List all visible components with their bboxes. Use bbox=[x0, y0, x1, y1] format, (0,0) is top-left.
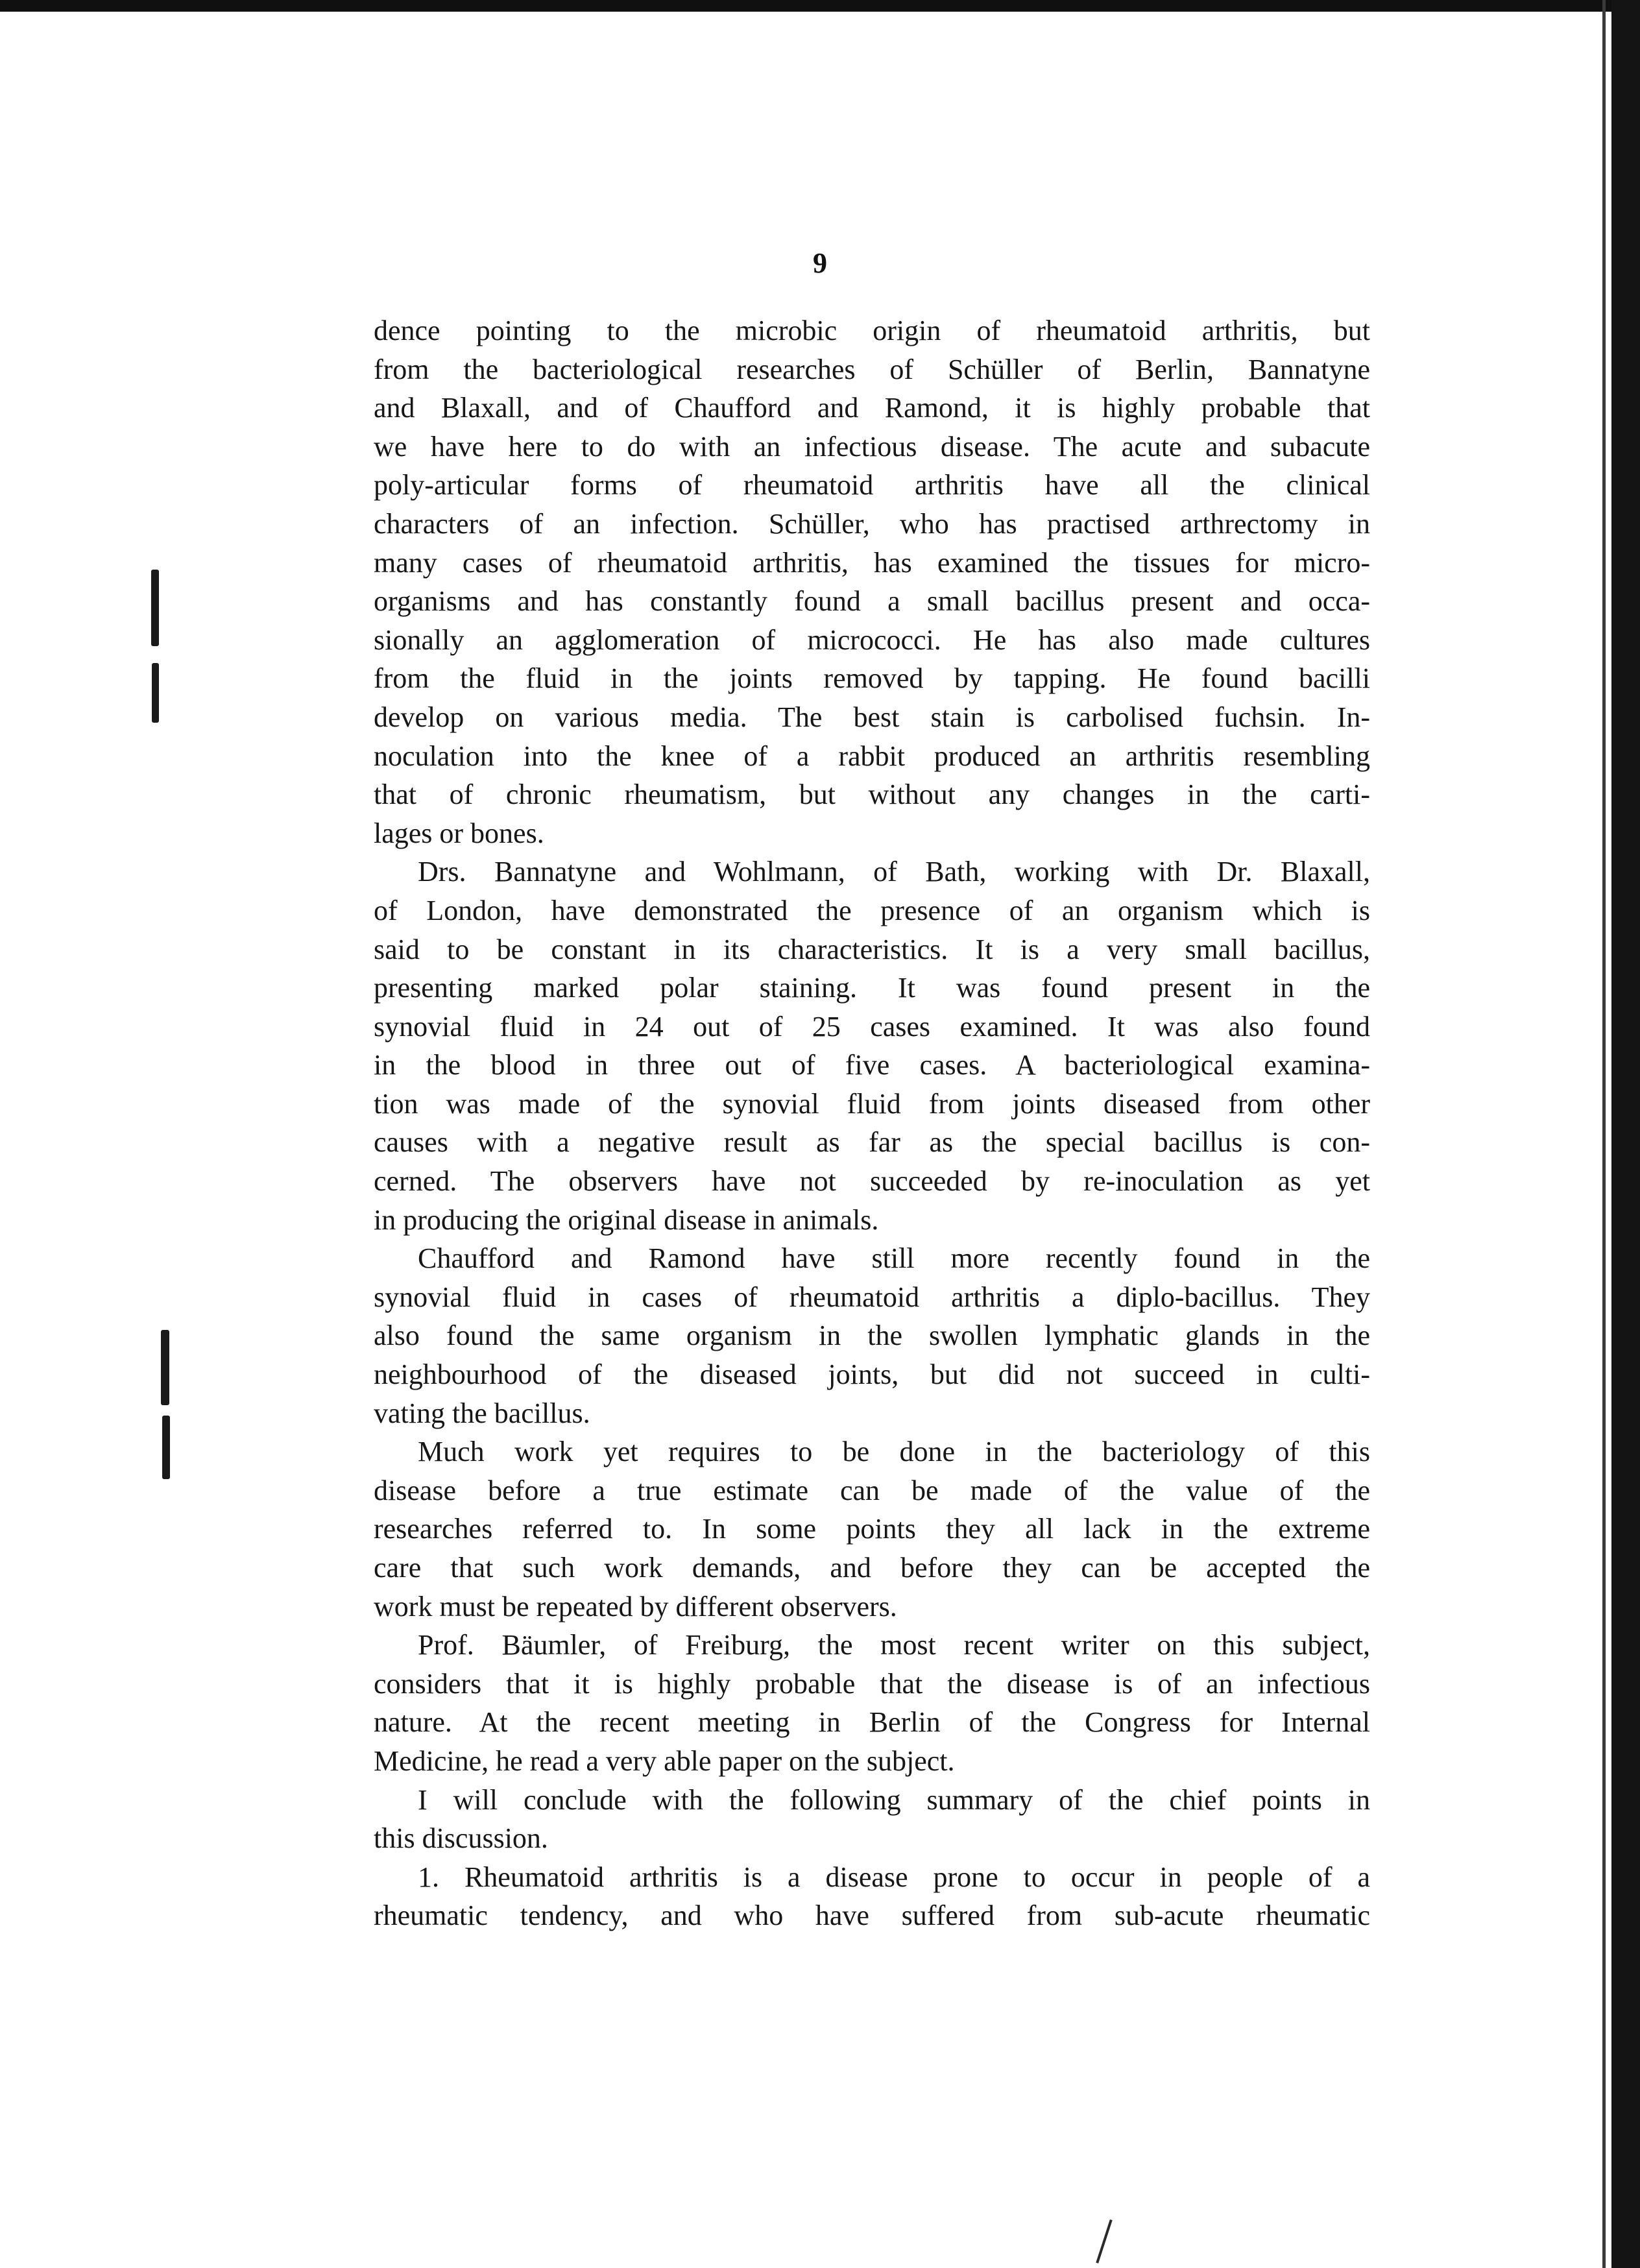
text-line: that of chronic rheumatism, but without any changes in the carti- bbox=[374, 778, 1370, 811]
text-line: organisms and has constantly found a small bacillus present and occa- bbox=[374, 585, 1370, 618]
text-line: in the blood in three out of five cases. A bacteriological examina- bbox=[374, 1049, 1370, 1081]
page-number: 9 bbox=[813, 247, 827, 279]
text-line: and Blaxall, and of Chaufford and Ramond, it is highly probable that bbox=[374, 392, 1370, 424]
text-line: Prof. Bäumler, of Freiburg, the most recent writer on this subject, bbox=[418, 1629, 1370, 1661]
text-line: from the fluid in the joints removed by tapping. He found bacilli bbox=[374, 662, 1370, 695]
text-line: Much work yet requires to be done in the bacteriology of this bbox=[418, 1436, 1370, 1468]
text-line: care that such work demands, and before they can be accepted the bbox=[374, 1552, 1370, 1584]
text-line: from the bacteriological researches of Schüller of Berlin, Bannatyne bbox=[374, 353, 1370, 385]
text-line: causes with a negative result as far as the special bacillus is con- bbox=[374, 1126, 1370, 1159]
scan-top-border bbox=[0, 0, 1640, 12]
text-line: presenting marked polar staining. It was found present in the bbox=[374, 972, 1370, 1004]
text-line: Chaufford and Ramond have still more recently found in the bbox=[418, 1242, 1370, 1275]
text-line: of London, have demonstrated the presence of an organism which is bbox=[374, 894, 1370, 926]
text-line: disease before a true estimate can be made of the value of the bbox=[374, 1474, 1370, 1506]
text-line: dence pointing to the microbic origin of rheumatoid arthritis, but bbox=[374, 315, 1370, 346]
text-line: Drs. Bannatyne and Wohlmann, of Bath, working with Dr. Blaxall, bbox=[418, 856, 1370, 888]
scan-page-edge bbox=[1602, 0, 1606, 2268]
text-line: 1. Rheumatoid arthritis is a disease prone to occur in people of a bbox=[418, 1861, 1370, 1893]
body-text bbox=[374, 311, 1370, 1935]
text-line: characters of an infection. Schüller, who has practised arthrectomy in bbox=[374, 507, 1370, 540]
text-line: considers that it is highly probable that the disease is of an infectious bbox=[374, 1667, 1370, 1700]
text-line: Medicine, he read a very able paper on the subject. bbox=[374, 1744, 955, 1777]
text-line: many cases of rheumatoid arthritis, has examined the tissues for micro- bbox=[374, 546, 1370, 579]
scan-artifact bbox=[1096, 2219, 1112, 2263]
text-line: lages or bones. bbox=[374, 817, 544, 849]
text-line: we have here to do with an infectious disease. The acute and subacute bbox=[374, 430, 1370, 463]
text-line: synovial fluid in cases of rheumatoid arthritis a diplo-bacillus. They bbox=[374, 1281, 1370, 1313]
text-line: neighbourhood of the diseased joints, but did not succeed in culti- bbox=[374, 1358, 1370, 1391]
text-line: researches referred to. In some points they all lack in the extreme bbox=[374, 1513, 1370, 1545]
binding-mark bbox=[151, 570, 159, 646]
text-line: noculation into the knee of a rabbit produced an arthritis resembling bbox=[374, 740, 1370, 772]
text-line: synovial fluid in 24 out of 25 cases examined. It was also found bbox=[374, 1010, 1370, 1043]
text-line: poly-articular forms of rheumatoid arthritis have all the clinical bbox=[374, 469, 1370, 501]
text-line: in producing the original disease in animals. bbox=[374, 1203, 879, 1236]
text-line: also found the same organism in the swollen lymphatic glands in the bbox=[374, 1320, 1370, 1352]
text-line: said to be constant in its characteristics. It is a very small bacillus, bbox=[374, 933, 1370, 965]
binding-mark bbox=[161, 1330, 169, 1405]
text-line: rheumatic tendency, and who have suffered from sub-acute rheumatic bbox=[374, 1900, 1370, 1932]
text-line: this discussion. bbox=[374, 1822, 548, 1855]
binding-mark bbox=[162, 1416, 170, 1479]
text-line: nature. At the recent meeting in Berlin of the Congress for Internal bbox=[374, 1706, 1370, 1739]
scan-right-border bbox=[1611, 0, 1640, 2268]
binding-mark bbox=[152, 663, 159, 723]
text-line: I will conclude with the following summary of the chief points in bbox=[418, 1783, 1370, 1816]
text-line: develop on various media. The best stain is carbolised fuchsin. In- bbox=[374, 701, 1370, 733]
text-line: work must be repeated by different observers. bbox=[374, 1590, 897, 1623]
text-line: vating the bacillus. bbox=[374, 1397, 590, 1429]
text-line: tion was made of the synovial fluid from joints diseased from other bbox=[374, 1087, 1370, 1120]
text-line: sionally an agglomeration of micrococci. He has also made cultures bbox=[374, 623, 1370, 656]
text-line: cerned. The observers have not succeeded by re-inoculation as yet bbox=[374, 1165, 1370, 1198]
